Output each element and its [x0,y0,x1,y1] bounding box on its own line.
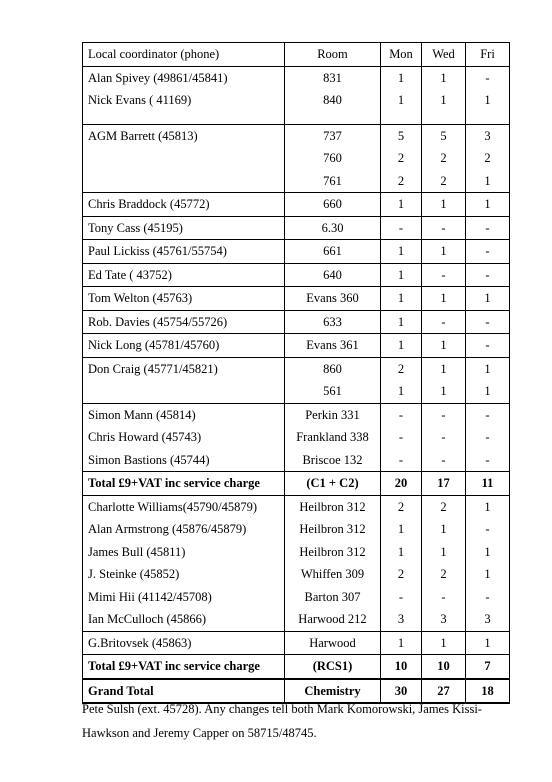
cell-room: Frankland 338 [285,426,381,449]
cell-coordinator: James Bull (45811) [83,541,285,564]
cell-mon: 20 [381,472,422,496]
cell-fri: - [466,449,510,472]
table-row [83,89,510,112]
cell-mon: 1 [381,287,422,311]
table-row [83,147,510,170]
cell-room: 737 [285,124,381,147]
table-row [83,334,510,358]
cell-mon: 1 [381,541,422,564]
cell-mon: 1 [381,310,422,334]
table-row [83,287,510,311]
cell-room: Barton 307 [285,586,381,609]
cell-wed: 1 [422,357,466,380]
table-row [83,170,510,193]
cell-room: 561 [285,380,381,403]
cell-coordinator: Total £9+VAT inc service charge [83,655,285,679]
total-row [83,655,510,679]
total-row [83,472,510,496]
cell-fri: 1 [466,193,510,217]
table-row [83,240,510,264]
cell-mon: 2 [381,147,422,170]
cell-coordinator: Nick Evans ( 41169) [83,89,285,112]
cell-mon: 2 [381,170,422,193]
cell-wed: 27 [422,679,466,704]
cell-room: Chemistry [285,679,381,704]
cell-coordinator: AGM Barrett (45813) [83,124,285,147]
cell-fri: 1 [466,170,510,193]
cell-coordinator: Tony Cass (45195) [83,216,285,240]
cell-wed: 10 [422,655,466,679]
cell-wed: - [422,449,466,472]
cell-wed: 1 [422,89,466,112]
table-row [83,403,510,426]
cell-wed: 1 [422,631,466,655]
header-coordinator: Local coordinator (phone) [83,43,285,67]
table-row [83,563,510,586]
cell-coordinator [83,112,285,125]
cell-mon: 1 [381,263,422,287]
cell-room: 661 [285,240,381,264]
header-mon: Mon [381,43,422,67]
cell-wed: 2 [422,495,466,518]
table-row [83,380,510,403]
table-row [83,631,510,655]
cell-room: Whiffen 309 [285,563,381,586]
cell-coordinator: Ian McCulloch (45866) [83,608,285,631]
cell-coordinator: Chris Howard (45743) [83,426,285,449]
table-row [83,495,510,518]
cell-mon [381,112,422,125]
cell-wed: - [422,586,466,609]
cell-coordinator: Paul Lickiss (45761/55754) [83,240,285,264]
cell-room: Evans 361 [285,334,381,358]
cell-wed: 1 [422,541,466,564]
cell-fri: - [466,586,510,609]
header-room: Room [285,43,381,67]
cell-mon: 1 [381,631,422,655]
coordinator-table [82,42,510,704]
cell-coordinator: Ed Tate ( 43752) [83,263,285,287]
cell-fri: 1 [466,357,510,380]
cell-room: (C1 + C2) [285,472,381,496]
table-row [83,216,510,240]
cell-mon: 1 [381,89,422,112]
cell-room: (RCS1) [285,655,381,679]
cell-mon: - [381,586,422,609]
cell-coordinator: Alan Armstrong (45876/45879) [83,518,285,541]
cell-mon: 1 [381,334,422,358]
cell-mon: 1 [381,380,422,403]
cell-fri: 3 [466,608,510,631]
cell-wed: 5 [422,124,466,147]
cell-fri [466,112,510,125]
cell-wed: - [422,263,466,287]
cell-coordinator: G.Britovsek (45863) [83,631,285,655]
cell-mon: 3 [381,608,422,631]
cell-mon: 1 [381,518,422,541]
cell-coordinator: Nick Long (45781/45760) [83,334,285,358]
cell-wed: 2 [422,147,466,170]
table-row [83,310,510,334]
cell-mon: 30 [381,679,422,704]
cell-fri: - [466,518,510,541]
cell-mon: 2 [381,357,422,380]
table-row [83,518,510,541]
cell-coordinator: Simon Bastions (45744) [83,449,285,472]
cell-room: Harwood [285,631,381,655]
cell-mon: 1 [381,240,422,264]
header-wed: Wed [422,43,466,67]
cell-fri: 18 [466,679,510,704]
cell-fri: - [466,263,510,287]
table-row [83,66,510,89]
cell-wed: 1 [422,287,466,311]
cell-mon: 5 [381,124,422,147]
cell-coordinator: Simon Mann (45814) [83,403,285,426]
cell-coordinator [83,147,285,170]
table-row [83,263,510,287]
cell-coordinator: Mimi Hii (41142/45708) [83,586,285,609]
cell-fri: - [466,216,510,240]
cell-fri: - [466,240,510,264]
cell-wed: - [422,216,466,240]
cell-fri: 1 [466,287,510,311]
table-row [83,586,510,609]
table-row [83,541,510,564]
cell-room: 633 [285,310,381,334]
cell-fri: - [466,66,510,89]
cell-room: 860 [285,357,381,380]
cell-fri: 2 [466,147,510,170]
table-row [83,124,510,147]
cell-room: Heilbron 312 [285,495,381,518]
cell-mon: - [381,426,422,449]
cell-fri: 1 [466,380,510,403]
cell-room: Heilbron 312 [285,518,381,541]
cell-room: 660 [285,193,381,217]
cell-coordinator [83,380,285,403]
cell-fri: 7 [466,655,510,679]
cell-coordinator: Charlotte Williams(45790/45879) [83,495,285,518]
cell-fri: - [466,426,510,449]
cell-fri: 1 [466,563,510,586]
cell-mon: 1 [381,66,422,89]
cell-mon: - [381,216,422,240]
cell-wed: 17 [422,472,466,496]
cell-room: Harwood 212 [285,608,381,631]
table-body [83,43,510,704]
cell-mon: 1 [381,193,422,217]
cell-coordinator [83,170,285,193]
cell-coordinator: Grand Total [83,679,285,704]
cell-mon: 10 [381,655,422,679]
cell-fri: 3 [466,124,510,147]
cell-mon: 2 [381,563,422,586]
cell-wed [422,112,466,125]
cell-fri: - [466,310,510,334]
cell-room: Evans 360 [285,287,381,311]
cell-room: 760 [285,147,381,170]
cell-mon: 2 [381,495,422,518]
table-row [83,426,510,449]
cell-wed: 3 [422,608,466,631]
table-row [83,193,510,217]
cell-wed: 2 [422,170,466,193]
table-row [83,608,510,631]
cell-mon: - [381,403,422,426]
cell-wed: 1 [422,193,466,217]
cell-wed: 1 [422,518,466,541]
cell-fri: 1 [466,541,510,564]
cell-fri: 11 [466,472,510,496]
cell-room: Perkin 331 [285,403,381,426]
cell-room: Heilbron 312 [285,541,381,564]
cell-coordinator: Alan Spivey (49861/45841) [83,66,285,89]
cell-room: 6.30 [285,216,381,240]
cell-wed: 2 [422,563,466,586]
cell-wed: 1 [422,380,466,403]
table-row [83,357,510,380]
cell-wed: 1 [422,66,466,89]
footnote: Pete Sulsh (ext. 45728). Any changes tell both Mark Komorowski, James Kissi-Hawkson and Jeremy Capper on 58715/48745. [82,702,482,740]
cell-coordinator: Tom Welton (45763) [83,287,285,311]
cell-fri: - [466,403,510,426]
cell-coordinator: Total £9+VAT inc service charge [83,472,285,496]
cell-room: 640 [285,263,381,287]
cell-wed: 1 [422,334,466,358]
cell-wed: - [422,426,466,449]
table-row [83,112,510,125]
cell-room: 761 [285,170,381,193]
cell-wed: - [422,310,466,334]
table-row [83,449,510,472]
cell-room: 840 [285,89,381,112]
cell-wed: 1 [422,240,466,264]
header-fri: Fri [466,43,510,67]
cell-room: Briscoe 132 [285,449,381,472]
cell-fri: 1 [466,89,510,112]
cell-mon: - [381,449,422,472]
cell-coordinator: Chris Braddock (45772) [83,193,285,217]
cell-fri: 1 [466,495,510,518]
cell-wed: - [422,403,466,426]
cell-fri: 1 [466,631,510,655]
cell-coordinator: Rob. Davies (45754/55726) [83,310,285,334]
cell-room: 831 [285,66,381,89]
cell-coordinator: J. Steinke (45852) [83,563,285,586]
cell-coordinator: Don Craig (45771/45821) [83,357,285,380]
table-header-row [83,43,510,67]
cell-room [285,112,381,125]
cell-fri: - [466,334,510,358]
